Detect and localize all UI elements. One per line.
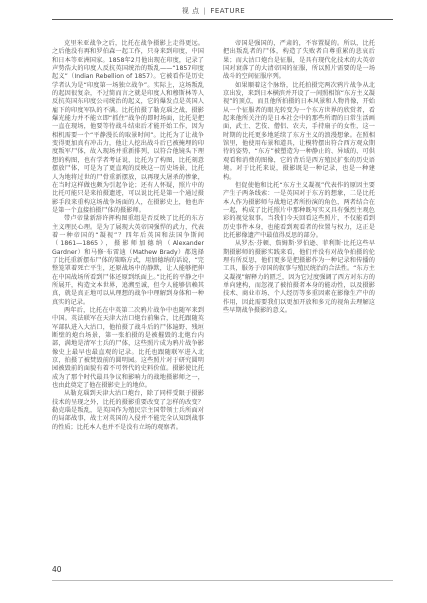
left-paragraph: 从勒克瑙到天津大沽口炮台，除了同样受限于摄影技术的呈现之外，比托的摄影重要改变了怎样的改变？勒克瑙是叛乱，是英国作为殖民宗主国带领士兵所面对的局部战事，战士对英国的入侵并不能完全认知到战事的性质；比托本人也并不是没有立场的观察者。 [52,390,204,431]
header-rule [52,19,393,20]
left-paragraph: 两年后，比托在中英第二次鸦片战争中也随军来到中国。英法联军在天津大沽口炮台前集合，比托跟随英军部队进入大沽口，他拍摄了战斗后的尸体遍野、残垣断壁的炮台场景，第一张拍摄的是被摧毁的北炮台内部，满地是清军士兵的尸体，这些照片成为鸦片战争影像史上最早也最直观的记录。比托也跟随联军进入北京，拍摄了被焚毁前的圆明园。这些照片对于研究圆明园被毁前的面貌有着不可替代的史料价值。摄影使比托成为了那个时代最具争议和影响力的战地摄影师之一，也由此奠定了他在摄影史上的地位。 [52,307,204,390]
right-column [223,40,375,315]
section-label-cn: 视 点 [181,7,200,15]
right-paragraph: 但促使他和比托“东方主义凝视”代表作的原因主要产生子两条线索：一是英国对于东方的想象，二是比托本人作为摄影师与战地记者所扮演的角色，两者结合在一起，构成了比托照片中那种既写实又具有强烈主观色彩的视觉叙事。当我们今天回看这些照片，不仅能看到历史事件本身，也能看到观看者的位置与权力，这正是比托影像遗产中最值得反思的部分。 [223,181,375,239]
right-paragraph: 从罗杰·芬顿、詹姆斯·罗伯逊、菲利斯·比托这些早期摄影师的摄影实践来看，他们并没有对战争拍摄的伦理有所反思，他们更多是把摄影作为一种记录和传播的工具，服务于帝国的叙事与殖民统治的合法性。“东方主义凝视”解释力的匮乏，因为它过度强调了西方对东方的单向建构，而忽视了被拍摄者本身的能动性，以及摄影技术、商业市场、个人经历等多重因素在影像生产中的作用，因此需要我们以更加开放和多元的视角去理解这些早期战争摄影的意义。 [223,240,375,314]
section-label-en: FEATURE [210,7,246,15]
right-paragraph: 帝国是强国的，严肃的，不容置疑的。所以，比托把出叛乱者的尸体，构造了失败者自尊重累的悲哀后果；而大沽口炮台是征服，是具有现代化技术的大英帝国对衰落了的大清帝国的征服，所以照片需要的是一场战斗的空间征服序列。 [223,40,375,81]
left-column [52,40,204,432]
running-header [0,0,427,22]
footer-rule [52,580,393,581]
section-separator: | [203,7,207,15]
left-paragraph: 带卢帝量新辞许挥构图重组是否反映了比托的东方主义理民心理。是为了展现大英帝国强悍的武力，代表着一种帝国的“凝视”？四年后英国和法国争斯间（1861—1865），摄影师加德纳（Alexander Gardner）和马修·布雷迪（Mathew Brady）都选择了比托重新摆布尸体的策略方式，用加德纳的话说，“完整笼罩着死亡平生，还原战场中的静默，让人能够把伸在中国战场所看到尸体还原到纸面上。”比托的平静之中所展开，构造文本世界，追溯至诚，但令人能够信赖其真，就是真正地可以从理想的战争中理解到身体和一种真实的记录。 [52,215,204,306]
left-paragraph: 克里米亚战争之后，比托在战争摄影上走得更远。之后他没有再和罗伯森一起工作，只身来到印度，中国和日本等亚洲国家。1858年2月他出现在印度，记录了声势浩大的印度人反抗英国统治的叛乱——“1857印度起义”（Indian Rebellion of 1857）。它被看作是历史学者认为是“印度第一场独立战争”。实际上，这场叛乱的起因很复杂，不过简而言之就是印度人和穆斯林等人反抗英国东印度公司统治的起义，它的爆发点是英国人雇下的印度军队的不满。比托拍摄了勒克瑙之战，摄影爆光能力并不能立即“抓住”战争的即时场面，比托是把一直在现场，他要等待战斗结束后才能开始工作，因为相机需要一个“平静漫长的取景时间”。比托为了让战争变得更加真有冲击力，他让人挖出战斗后已被掩埋的印度叛军尸体，故入现场并重新排列，以符合他镜头下理想的构图，也有学者考证说，比托为了构图，比托刻意摆放尸体，可是为了更直观的反映这一历史场景，比托人为地将过世的尸骨重新摆放，以再现大屠杀的惨象，在当时这样做也颇为引起争论；还有人怀疑，照片中的比托可能只是来拍摄遗迹，可以说比托是第一个通过摄影手段来重构这场战争场面的人，在摄影史上，他也许是第一个直接拍摄尸体的摄影师。 [52,40,204,214]
section-label [0,6,427,16]
page-number: 40 [52,565,62,574]
right-paragraph: 如果顺着这个脉络，比托拍摄完两次鸦片战争从北京出发，来到日本横滨并开设了一间照相馆“东方主义凝视”的顶点，而且他所拍摄的日本风景和人物肖像，开始从一个征服者的眼光转变为一个东方世界的欣赏者，看起来他所关注的是日本社会中的那些所谓的日常生活画面，武士、艺伎、僧侣、农夫，手持扇子的女性，这一时期的比托更多地延续了东方主义的浪漫想象。在照相馆里，他使用布景和道具，让模特摆出符合西方观众期待的姿势，“东方”被塑造为一种静止的、异域的、可供观看和消费的图像，它的背后是西方殖民扩张的历史语境。对于比托来说，摄影既是一种记录，也是一种建构。 [223,81,375,181]
